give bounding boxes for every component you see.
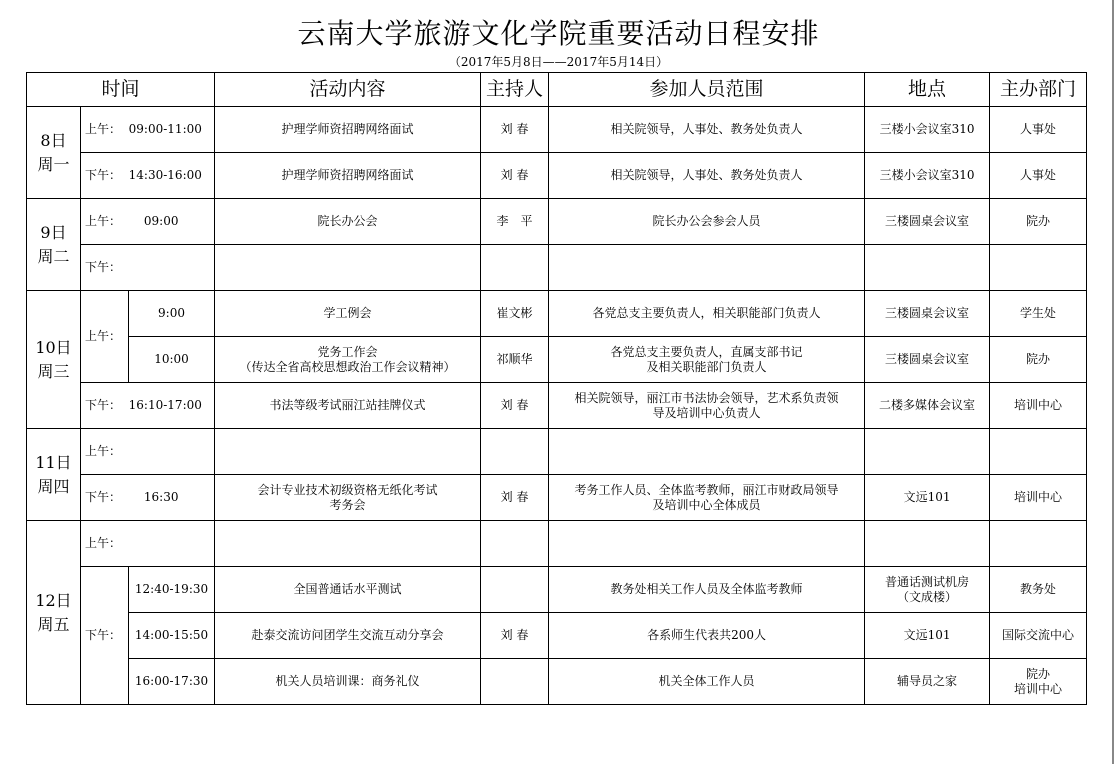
time-cell: 上午： 09:00: [81, 199, 215, 245]
activity-cell: 护理学师资招聘网络面试: [215, 107, 481, 153]
time-cell: 上午：: [81, 521, 215, 567]
period-cell: 上午：: [81, 291, 129, 383]
department-cell: 教务处: [990, 567, 1087, 613]
time-cell: 9:00: [129, 291, 215, 337]
table-row: [27, 567, 1087, 613]
location-cell: 文远101: [865, 613, 990, 659]
activity-cell: 赴泰交流访问团学生交流互动分享会: [215, 613, 481, 659]
host-cell: 刘 春: [481, 153, 549, 199]
table-row: [27, 337, 1087, 383]
day-cell: 8日 周一: [27, 107, 81, 199]
time-cell: 14:00-15:50: [129, 613, 215, 659]
department-cell: 国际交流中心: [990, 613, 1087, 659]
table-row: [27, 245, 1087, 291]
schedule-table: [26, 72, 1087, 705]
date-range: （2017年5月8日——2017年5月14日）: [448, 55, 669, 69]
table-row: [27, 521, 1087, 567]
activity-cell: 院长办公会: [215, 199, 481, 245]
participants-cell: 各系师生代表共200人: [549, 613, 865, 659]
department-cell: 院办: [990, 199, 1087, 245]
table-row: [27, 107, 1087, 153]
participants-cell: 机关全体工作人员: [549, 659, 865, 705]
host-cell: [481, 429, 549, 475]
department-cell: [990, 429, 1087, 475]
participants-cell: 各党总支主要负责人，相关职能部门负责人: [549, 291, 865, 337]
participants-cell: 教务处相关工作人员及全体监考教师: [549, 567, 865, 613]
host-cell: [481, 245, 549, 291]
period-cell: 下午：: [81, 567, 129, 705]
host-cell: [481, 567, 549, 613]
host-cell: 崔文彬: [481, 291, 549, 337]
participants-cell: 相关院领导，人事处、教务处负责人: [549, 107, 865, 153]
time-cell: 16:00-17:30: [129, 659, 215, 705]
location-cell: 三楼圆桌会议室: [865, 337, 990, 383]
header-host: 主持人: [481, 73, 549, 107]
time-cell: 上午： 09:00-11:00: [81, 107, 215, 153]
table-row: [27, 383, 1087, 429]
department-cell: [990, 521, 1087, 567]
location-cell: [865, 245, 990, 291]
department-cell: 学生处: [990, 291, 1087, 337]
location-cell: 文远101: [865, 475, 990, 521]
activity-cell: 学工例会: [215, 291, 481, 337]
header-activity: 活动内容: [215, 73, 481, 107]
participants-cell: 各党总支主要负责人，直属支部书记 及相关职能部门负责人: [549, 337, 865, 383]
day-cell: 11日 周四: [27, 429, 81, 521]
time-cell: 下午：: [81, 245, 215, 291]
page-title: 云南大学旅游文化学院重要活动日程安排: [297, 17, 820, 50]
header-location: 地点: [865, 73, 990, 107]
department-cell: 人事处: [990, 153, 1087, 199]
activity-cell: 全国普通话水平测试: [215, 567, 481, 613]
table-row: [27, 291, 1087, 337]
host-cell: [481, 659, 549, 705]
host-cell: 刘 春: [481, 383, 549, 429]
time-cell: 下午： 14:30-16:00: [81, 153, 215, 199]
day-cell: 12日 周五: [27, 521, 81, 705]
location-cell: 二楼多媒体会议室: [865, 383, 990, 429]
activity-cell: 护理学师资招聘网络面试: [215, 153, 481, 199]
host-cell: 刘 春: [481, 475, 549, 521]
participants-cell: 院长办公会参会人员: [549, 199, 865, 245]
participants-cell: 考务工作人员、全体监考教师，丽江市财政局领导 及培训中心全体成员: [549, 475, 865, 521]
location-cell: 普通话测试机房 （文成楼）: [865, 567, 990, 613]
participants-cell: [549, 521, 865, 567]
activity-cell: 会计专业技术初级资格无纸化考试 考务会: [215, 475, 481, 521]
host-cell: 刘 春: [481, 613, 549, 659]
department-cell: 院办: [990, 337, 1087, 383]
department-cell: 培训中心: [990, 475, 1087, 521]
department-cell: 培训中心: [990, 383, 1087, 429]
time-cell: 下午： 16:30: [81, 475, 215, 521]
activity-cell: 党务工作会 （传达全省高校思想政治工作会议精神）: [215, 337, 481, 383]
host-cell: 李 平: [481, 199, 549, 245]
activity-cell: 书法等级考试丽江站挂牌仪式: [215, 383, 481, 429]
department-cell: 人事处: [990, 107, 1087, 153]
time-cell: 12:40-19:30: [129, 567, 215, 613]
table-row: [27, 429, 1087, 475]
activity-cell: [215, 521, 481, 567]
activity-cell: [215, 245, 481, 291]
header-time: 时间: [27, 73, 215, 107]
participants-cell: [549, 245, 865, 291]
time-cell: 10:00: [129, 337, 215, 383]
time-cell: 下午： 16:10-17:00: [81, 383, 215, 429]
host-cell: 刘 春: [481, 107, 549, 153]
participants-cell: [549, 429, 865, 475]
right-margin-line: [1112, 0, 1114, 764]
activity-cell: [215, 429, 481, 475]
location-cell: 三楼圆桌会议室: [865, 199, 990, 245]
table-row: [27, 659, 1087, 705]
day-cell: 10日 周三: [27, 291, 81, 429]
location-cell: 三楼小会议室310: [865, 153, 990, 199]
department-cell: [990, 245, 1087, 291]
table-row: [27, 153, 1087, 199]
table-row: [27, 475, 1087, 521]
table-row: [27, 199, 1087, 245]
location-cell: 三楼小会议室310: [865, 107, 990, 153]
header-row: [27, 73, 1087, 107]
header-participants: 参加人员范围: [549, 73, 865, 107]
time-cell: 上午：: [81, 429, 215, 475]
participants-cell: 相关院领导，丽江市书法协会领导，艺术系负责领 导及培训中心负责人: [549, 383, 865, 429]
location-cell: [865, 521, 990, 567]
location-cell: [865, 429, 990, 475]
activity-cell: 机关人员培训课：商务礼仪: [215, 659, 481, 705]
host-cell: 祁顺华: [481, 337, 549, 383]
participants-cell: 相关院领导，人事处、教务处负责人: [549, 153, 865, 199]
header-department: 主办部门: [990, 73, 1087, 107]
table-row: [27, 613, 1087, 659]
location-cell: 辅导员之家: [865, 659, 990, 705]
day-cell: 9日 周二: [27, 199, 81, 291]
host-cell: [481, 521, 549, 567]
department-cell: 院办 培训中心: [990, 659, 1087, 705]
location-cell: 三楼圆桌会议室: [865, 291, 990, 337]
